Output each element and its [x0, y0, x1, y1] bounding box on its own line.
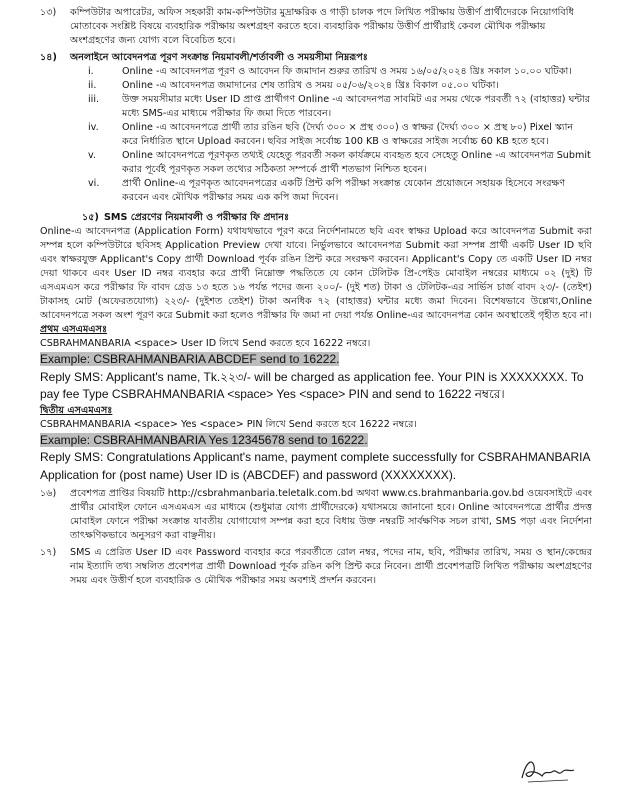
- condition-numeral: i.: [88, 66, 94, 77]
- item-16: [40, 487, 592, 543]
- second-sms-heading: দ্বিতীয় এসএমএসঃ: [40, 404, 113, 416]
- condition-item: [88, 177, 592, 205]
- condition-text: Online -এ আবেদনপত্র পূরণ ও আবেদন ফি জমাদান শুরুর তারিখ ও সময় ১৬/০৫/২০২৪ খ্রিঃ সকাল ১০.০০ ঘটিকা।: [122, 66, 572, 77]
- condition-numeral: iii.: [88, 94, 100, 105]
- second-sms-format: CSBRAHMANBARIA <space> Yes <space> PIN লিখে Send করতে হবে 16222 নম্বরে।: [40, 418, 417, 430]
- item-15: [82, 211, 592, 225]
- condition-text: প্রার্থী Online-এ পূরণকৃত আবেদনপত্রের একটি প্রিন্ট কপি পরীক্ষা সংক্রান্ত যেকোন প্রয়োজনে সহায়ক হিসেবে সংরক্ষণ করবেন এবং মৌখিক পরীক্ষার সময় এক কপি জমা দিবেন।: [122, 178, 566, 203]
- first-sms-format: CSBRAHMANBARIA <space> User ID লিখে Send করতে হবে 16222 নম্বরে।: [40, 338, 371, 349]
- condition-item: [88, 65, 592, 79]
- item-number: ১৩): [40, 7, 57, 18]
- first-sms-heading: প্রথম এসএমএসঃ: [40, 324, 108, 335]
- condition-text: উক্ত সময়সীমার মধ্যে User ID প্রাপ্ত প্রার্থীগণ Online -এ আবেদনপত্র সাবমিট এর সময় থেকে পরবর্তী ৭২ (বাহাত্তর) ঘন্টার মধ্যে SMS-এর মাধ্যমে পরীক্ষার ফি জমা দিতে পারবেন।: [122, 94, 591, 119]
- first-sms-heading-row: [40, 323, 592, 337]
- second-sms-example: Example: CSBRAHMANBARIA Yes 12345678 send to 16222.: [40, 432, 368, 447]
- item-text: প্রবেশপত্র প্রাপ্তির বিষয়টি http://csbrahmanbaria.teletalk.com.bd অথবা www.cs.brahmanbaria.gov.bd ওয়েবসাইটে এবং প্রার্থীর মোবাইল ফোনে এসএমএস এর মাধ্যমে (শুধুমাত্র যোগ্য প্রার্থীদেরকে) যথাসময়ে জানানো হবে। Online আবেদনপত্রে প্রার্থীর প্রদত্ত মোবাইল ফোনে পরীক্ষা সংক্রান্ত যাবতীয় যোগাযোগ সম্পন্ন করা হবে বিধায় উক্ত নম্বরটি সার্বক্ষণিক সচল রাখা, SMS পড়া এবং নির্দেশনা তাৎক্ষণিকভাবে অনুসরণ করা বাঞ্ছনীয়।: [70, 488, 592, 542]
- item-text: SMS এ প্রেরিত User ID এবং Password ব্যবহার করে পরবর্তীতে রোল নম্বর, পদের নাম, ছবি, পরীক্ষার তারিখ, সময় ও স্থান/কেন্দ্রের নাম ইত্যাদি তথ্য সম্বলিত প্রবেশপত্র প্রার্থী Download পূর্বক রঙিন কপি প্রিন্ট করে নিবেন। প্রার্থী প্রবেশপত্রটি লিখিত পরীক্ষায় অংশগ্রহণের সময় এবং উত্তীর্ণ হলে ব্যবহারিক ও মৌখিক পরীক্ষার সময় অবশ্যই প্রদর্শন করবেন।: [70, 547, 592, 587]
- condition-numeral: v.: [88, 150, 96, 161]
- item-14: [40, 51, 592, 65]
- condition-numeral: ii.: [88, 80, 97, 91]
- condition-item: [88, 79, 592, 93]
- condition-item: [88, 149, 592, 177]
- condition-item: [88, 93, 592, 121]
- first-sms-example: Example: CSBRAHMANBARIA ABCDEF send to 16222.: [40, 352, 340, 366]
- signature-image: [518, 752, 578, 786]
- condition-text: Online -এ আবেদনপত্র জমাদানের শেষ তারিখ ও সময় ০৫/০৬/২০২৪ খ্রিঃ বিকাল ০৫.০০ ঘটিকা।: [122, 80, 499, 91]
- item-number: ১৪): [40, 52, 57, 63]
- item-number: ১৫): [82, 212, 99, 223]
- item-17: [40, 546, 592, 588]
- second-sms-heading-row: [40, 404, 592, 418]
- section-heading: SMS প্রেরণের নিয়মাবলী ও পরীক্ষার ফি প্রদানঃ: [104, 212, 290, 223]
- first-sms-example-row: [40, 351, 592, 369]
- sms-instructions-paragraph: Online-এ আবেদনপত্র (Application Form) যথাযথভাবে পূরণ করে নির্দেশনামতে ছবি এবং স্বাক্ষর Upload করে আবেদনপত্র Submit করা সম্পন্ন হলে কম্পিউটারে ছবিসহ Application Preview দেখা যাবে। নির্ভুলভাবে আবেদনপত্র Submit করা সম্পন্ন প্রার্থী একটি User ID ছবি এবং স্বাক্ষরযুক্ত Applicant's Copy প্রার্থী Download পূর্বক রঙিন প্রিন্ট করে সংরক্ষণ করবেন। Applicant's Copy তে একটি User ID নম্বর দেয়া থাকবে এবং User ID নম্বর ব্যবহার করে প্রার্থী নিম্নোক্ত পদ্ধতিতে যে কোন টেলিটক প্রি-পেইড মোবাইল নম্বরের মাধ্যমে ০২ (দুই) টি এসএমএস করে পরীক্ষার ফি বাবদ গ্রেড ১৩ হতে ১৬ পর্যন্ত পদের জন্য ২০০/- (দুই শত) টাকা ও টেলিটক-এর সার্ভিস চার্জ বাবদ ২৩/- (তেইশ) টাকাসহ মোট (অফেরতযোগ্য) ২২৩/- (দুইশত তেইশ) টাকা অনধিক ৭২ (বাহাত্তর) ঘন্টার মধ্যে জমা দিবেন। বিশেষভাবে উল্লেখ্য,Online আবেদনপত্রে সকল অংশ পূরণ করে Submit করা হলেও পরীক্ষার ফি জমা না দেয়া পর্যন্ত Online-এর আবেদনপত্র কোন অবস্থাতেই গৃহীত হবে না।: [40, 226, 593, 321]
- condition-numeral: iv.: [88, 122, 99, 133]
- second-sms-example-row: [40, 432, 592, 450]
- first-sms-reply: Reply SMS: Applicant's name, Tk.২২৩/- will be charged as application fee. Your PIN is XXXXXXXX. To pay fee Type CSBRAHMANBARIA <space> Yes <space> PIN and send to 16222 নম্বরে।: [40, 369, 584, 402]
- condition-numeral: vi.: [88, 178, 100, 189]
- item-number: ১৭): [40, 547, 57, 559]
- item-number: ১৬): [40, 488, 57, 500]
- second-sms-reply: Reply SMS: Congratulations Applicant's name, payment complete successfully for CSBRAHMANBARIA Application for (post name) User ID is (ABCDEF) and password (XXXXXXXX).: [40, 450, 590, 482]
- item-14-points: [48, 65, 592, 205]
- item-text: কম্পিউটার অপারেটর, অফিস সহকারী কাম-কম্পিউটার মুদ্রাক্ষরিক ও গাড়ী চালক পদে লিখিত পরীক্ষায় উত্তীর্ণ প্রার্থীদেরকে নিয়োগবিধি মোতাবেক সংশ্লিষ্ট বিষয়ে ব্যবহারিক পরীক্ষায় অংশগ্রহণ করতে হবে। ব্যবহারিক পরীক্ষায় উত্তীর্ণ প্রার্থীরাই কেবল মৌখিক পরীক্ষায় অংশগ্রহণের জন্য যোগ্য বলে বিবেচিত হবে।: [70, 7, 574, 46]
- item-13: [40, 6, 592, 48]
- section-heading: অনলাইনে আবেদনপত্র পূরণ সংক্রান্ত নিয়মাবলী/শর্তাবলী ও সময়সীমা নিম্নরূপঃ: [70, 52, 368, 63]
- condition-text: Online -এ আবেদনপত্রে প্রার্থী তার রঙিন ছবি (দৈর্ঘ্য ৩০০ × প্রস্থ ৩০০) ও স্বাক্ষর (দৈর্ঘ্য ৩০০ × প্রস্থ ৮০) Pixel স্ক্যান করে নির্ধারিত স্থানে Upload করবেন। ছবির সাইজ সর্বোচ্চ 100 KB ও স্বাক্ষরের সাইজ সর্বোচ্চ 60 KB হতে হবে।: [122, 122, 574, 147]
- condition-item: [88, 121, 592, 149]
- condition-text: Online আবেদনপত্রে পূরণকৃত তথ্যই যেহেতু পরবর্তী সকল কার্যক্রমে ব্যবহৃত হবে সেহেতু Online -এ আবেদনপত্র Submit করার পূর্বেই পূরণকৃত সকল তথ্যের সঠিকতা সম্পর্কে প্রার্থী শতভাগ নিশ্চিত হবেন।: [122, 150, 591, 175]
